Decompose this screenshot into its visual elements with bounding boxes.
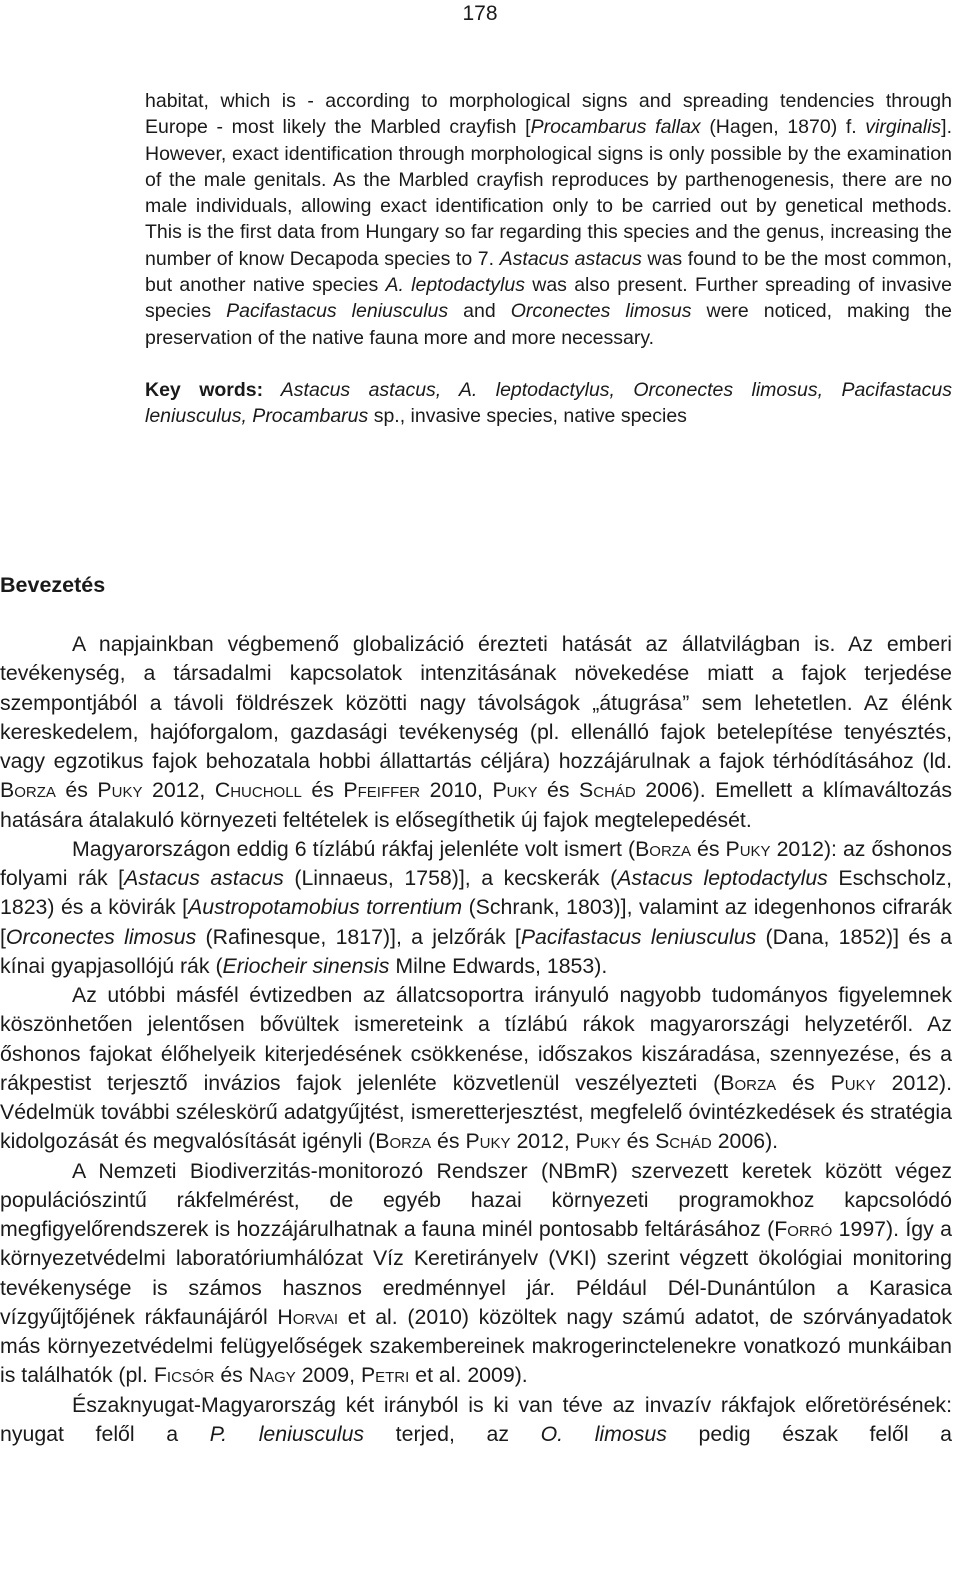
paragraph-3: Az utóbbi másfél évtizedben az állatcsoportra irányuló nagyobb tudományos figyelemnek köszönhetően jelentősen bővültek ismereteink a tízlábú rákok magyarországi helyzetéről. Az őshonos fajokat élőhelyeik kiterjedésének csökkenése, időszakos kiszáradása, szennyezése, és a rákpestist terjesztő invázios fajok jelenléte közvetlenül veszélyezteti (Borza és Puky 2012). Védelmük további széleskörű adatgyűjtést, ismeretterjesztést, megfelelő óvintézkedések és stratégia kidolgozását és megvalósítását igényli (Borza és Puky 2012, Puky és Schád 2006). bbox=[0, 983, 953, 1154]
section-heading: Bevezetés bbox=[0, 573, 106, 597]
abstract bbox=[145, 88, 952, 430]
abstract-text: habitat, which is - according to morphological signs and spreading tendencies through Europe - most likely the Marbled crayfish [Procambarus fallax (Hagen, 1870) f. virginalis]. However, exact identification through morphological signs is only possible by the examination of the male genitals. As the Marbled crayfish reproduces by parthenogenesis, there are no male individuals, allowing exact identification only to be carried out by genetical methods. This is the first data from Hungary so far regarding this species and the genus, increasing the number of know Decapoda species to 7. Astacus astacus was found to be the most common, but another native species A. leptodactylus was also present. Further spreading of invasive species Pacifastacus leniusculus and Orconectes limosus were noticed, making the preservation of the native fauna more and more necessary. bbox=[145, 90, 953, 349]
paragraph-2: Magyarországon eddig 6 tízlábú rákfaj jelenléte volt ismert (Borza és Puky 2012): az őshonos folyami rák [Astacus astacus (Linnaeus, 1758)], a kecskerák (Astacus leptodactylus Eschscholz, 1823) és a kövirák [Austropotamobius torrentium (Schrank, 1803)], valamint az idegenhonos cifrarák [Orconectes limosus (Rafinesque, 1817)], a jelzőrák [Pacifastacus leniusculus (Dana, 1852)] és a kínai gyapjasollójú rák (Eriocheir sinensis Milne Edwards, 1853). bbox=[0, 836, 953, 978]
paragraph-1: A napjainkban végbemenő globalizáció érezteti hatását az állatvilágban is. Az emberi tevékenység, a társadalmi kapcsolatok intenzitásának növekedése miatt a fajok terjedése szempontjából a távoli földrészek közötti nagy távolságok „átugrása” sem lehetetlen. Az élénk kereskedelem, hajóforgalom, gazdasági tevékenység (pl. ellenálló fajok betelepítése tenyésztés, vagy egzotikus fajok behozatala hobbi állattartás céljára) hozzájárulnak a fajok térhódításához (ld. Borza és Puky 2012, Chucholl és Pfeiffer 2010, Puky és Schád 2006). Emellett a klímaváltozás hatására átalakuló környezeti feltételek is elősegíthetik új fajok megtelepedését. bbox=[0, 632, 953, 832]
body-text bbox=[0, 630, 952, 1449]
paragraph-5: Északnyugat-Magyarország két irányból is ki van téve az invazív rákfajok előretörésének: nyugat felől a P. leniusculus terjed, az O. limosus pedig észak felől a bbox=[0, 1392, 953, 1446]
paragraph-4: A Nemzeti Biodiverzitás-monitorozó Rendszer (NBmR) szervezett keretek között végez populációszintű rákfelmérést, de egyéb hazai környezeti programokhoz kapcsolódó megfigyelőrendszerek is hozzájárulhatnak a fauna minél pontosabb feltárásához (Forró 1997). Így a környezetvédelmi laboratóriumhálózat Víz Keretirányelv (VKI) szerint végzett ökológiai monitoring tevékenysége is számos hasznos eredménnyel jár. Például Dél-Dunántúlon a Karasica vízgyűjtőjének rákfaunájáról Horvai et al. (2010) közöltek nagy számú adatot, de szórványadatok más környezetvédelmi felügyelőségek szakembereinek makrogerinctelenekre vonatkozó munkáiban is találhatók (pl. Ficsór és Nagy 2009, Petri et al. 2009). bbox=[0, 1158, 952, 1388]
page-number: 178 bbox=[462, 2, 498, 25]
keywords-label: Key words: bbox=[145, 378, 264, 401]
keywords: Key words: Astacus astacus, A. leptodactylus, Orconectes limosus, Pacifastacus leniusculus, Procambarus sp., invasive species, native species bbox=[145, 378, 952, 428]
